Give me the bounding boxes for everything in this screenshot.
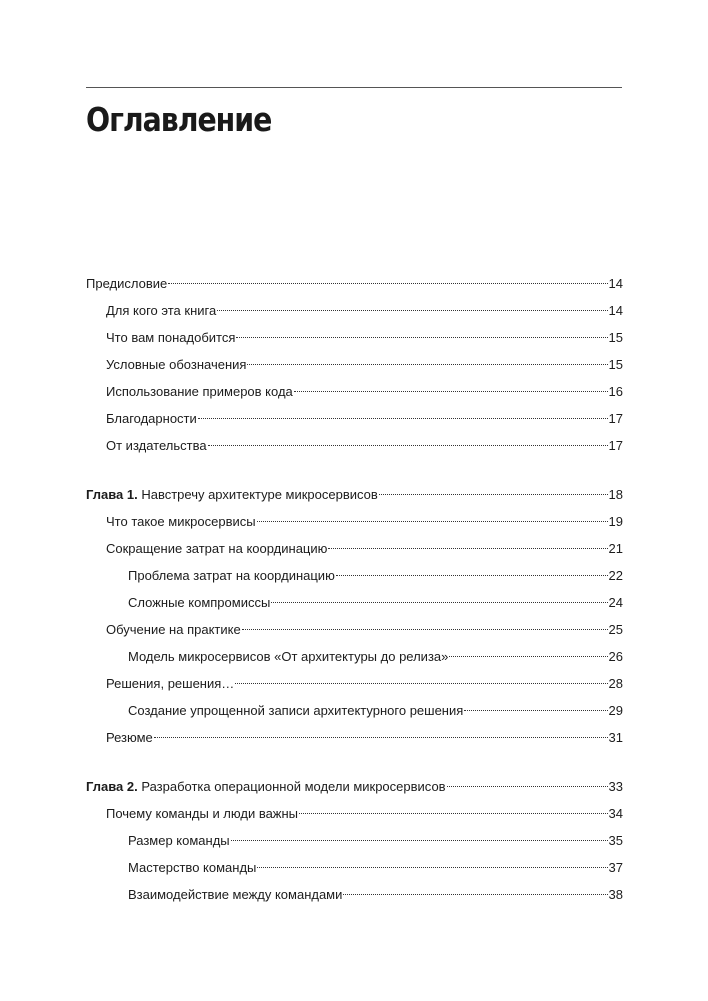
toc-entry-publisher[interactable] [106, 437, 623, 455]
toc-entry-title: Почему команды и люди важны [106, 806, 299, 821]
toc-entry-title: Сокращение затрат на координацию [106, 541, 328, 556]
toc-entry-code-examples[interactable] [106, 383, 623, 401]
toc-entry-conventions[interactable] [106, 356, 623, 374]
dot-leader [242, 629, 608, 630]
chapter-title: Разработка операционной модели микросервисов [137, 779, 446, 794]
toc-page-number: 28 [608, 676, 623, 691]
toc-entry-title [86, 486, 378, 504]
page-title: Оглавление [86, 100, 272, 139]
toc-entry-title: Решения, решения… [106, 676, 235, 691]
toc-entry-title: Сложные компромиссы [128, 595, 271, 610]
dot-leader [449, 656, 607, 657]
chapter-label: Глава 1. [86, 487, 138, 502]
toc-page-number: 18 [608, 487, 623, 502]
toc-entry-team-interaction[interactable] [128, 886, 623, 904]
toc-entry-title [86, 778, 446, 796]
dot-leader [236, 337, 607, 338]
chapter-title: Навстречу архитектуре микросервисов [137, 487, 378, 502]
dot-leader [247, 364, 607, 365]
chapter-label: Глава 2. [86, 779, 138, 794]
toc-entry-title: Для кого эта книга [106, 303, 217, 318]
toc-entry-acknowledgments[interactable] [106, 410, 623, 428]
toc-entry-title: Обучение на практике [106, 622, 241, 637]
dot-leader [154, 737, 608, 738]
toc-page-number: 34 [608, 806, 623, 821]
toc-page-number: 35 [608, 833, 623, 848]
toc-page-number: 37 [608, 860, 623, 875]
toc-entry-architecture-decision-record[interactable] [128, 702, 623, 720]
dot-leader [328, 548, 607, 549]
toc-entry-requirements[interactable] [106, 329, 623, 347]
toc-entry-title: Модель микросервисов «От архитектуры до релиза» [128, 649, 449, 664]
toc-entry-team-skills[interactable] [128, 859, 623, 877]
toc-entry-title: Благодарности [106, 411, 197, 426]
dot-leader [208, 445, 608, 446]
toc-entry-title: Что такое микросервисы [106, 514, 256, 529]
toc-page-number: 15 [608, 357, 623, 372]
dot-leader [168, 283, 607, 284]
toc-entry-what-are-microservices[interactable] [106, 513, 623, 531]
toc-page-number: 29 [608, 703, 623, 718]
toc-page-number: 33 [608, 779, 623, 794]
dot-leader [271, 602, 607, 603]
toc-entry-title: Предисловие [86, 276, 168, 291]
dot-leader [257, 867, 607, 868]
dot-leader [198, 418, 608, 419]
toc-entry-title: Создание упрощенной записи архитектурного решения [128, 703, 464, 718]
toc-entry-title: Резюме [106, 730, 153, 745]
dot-leader [217, 310, 607, 311]
toc-entry-summary[interactable] [106, 729, 623, 747]
toc-page-number: 14 [608, 303, 623, 318]
toc-entry-title: Проблема затрат на координацию [128, 568, 335, 583]
dot-leader [379, 494, 608, 495]
dot-leader [299, 813, 608, 814]
toc-page-number: 25 [608, 622, 623, 637]
toc-entry-chapter-1[interactable] [86, 486, 623, 504]
dot-leader [294, 391, 608, 392]
dot-leader [464, 710, 607, 711]
dot-leader [231, 840, 608, 841]
toc-entry-microservices-model[interactable] [128, 648, 623, 666]
toc-page-number: 22 [608, 568, 623, 583]
dot-leader [447, 786, 608, 787]
toc-page-number: 17 [608, 438, 623, 453]
toc-page-number: 31 [608, 730, 623, 745]
toc-page-number: 14 [608, 276, 623, 291]
toc-page-number: 19 [608, 514, 623, 529]
toc-entry-chapter-2[interactable] [86, 778, 623, 796]
toc-entry-title: От издательства [106, 438, 207, 453]
toc-entry-title: Размер команды [128, 833, 230, 848]
toc-page-number: 24 [608, 595, 623, 610]
toc-entry-title: Условные обозначения [106, 357, 247, 372]
toc-entry-coordination-costs[interactable] [106, 540, 623, 558]
dot-leader [257, 521, 608, 522]
toc-page-number: 15 [608, 330, 623, 345]
toc-entry-learning-by-doing[interactable] [106, 621, 623, 639]
dot-leader [336, 575, 608, 576]
toc-entry-team-size[interactable] [128, 832, 623, 850]
toc-entry-coordination-problem[interactable] [128, 567, 623, 585]
toc-entry-audience[interactable] [106, 302, 623, 320]
toc-entry-title: Использование примеров кода [106, 384, 293, 399]
dot-leader [235, 683, 607, 684]
toc-entry-why-teams-matter[interactable] [106, 805, 623, 823]
toc-entry-preface[interactable] [86, 275, 623, 293]
toc-entry-title: Что вам понадобится [106, 330, 236, 345]
toc-page-number: 21 [608, 541, 623, 556]
toc-page-number: 17 [608, 411, 623, 426]
toc-entry-decisions[interactable] [106, 675, 623, 693]
toc-entry-tradeoffs[interactable] [128, 594, 623, 612]
toc-entry-title: Мастерство команды [128, 860, 257, 875]
toc-page-number: 16 [608, 384, 623, 399]
toc-page-number: 38 [608, 887, 623, 902]
toc-entry-title: Взаимодействие между командами [128, 887, 343, 902]
toc-page-number: 26 [608, 649, 623, 664]
dot-leader [343, 894, 607, 895]
